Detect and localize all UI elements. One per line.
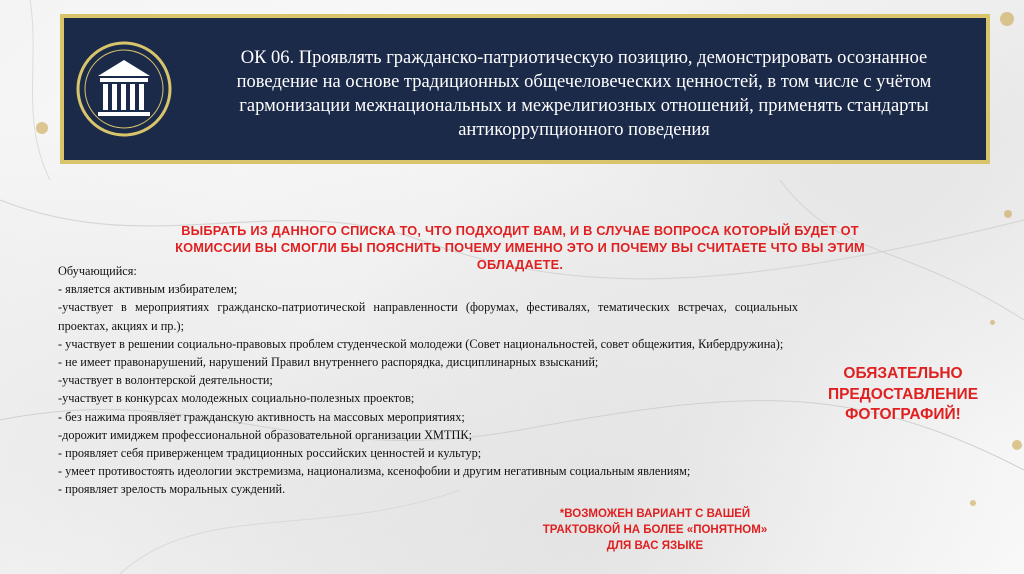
list-item: - без нажима проявляет гражданскую активность на массовых мероприятиях; <box>58 409 465 424</box>
list-item: - проявляет себя приверженцем традиционных российских ценностей и культур; <box>58 446 482 461</box>
list-item: -участвует в конкурсах молодежных социально-полезных проектов; <box>58 391 415 406</box>
list-item: -участвует в волонтерской деятельности; <box>58 373 273 388</box>
list-item: - участвует в решении социально-правовых проблем студенческой молодежи (Совет национальностей, совет общежития, Кибердружина); <box>58 336 784 351</box>
list-item: -участвует в мероприятиях гражданско-патриотической направленности (форумах, фестивалях, тематических встречах, социальных проектах, акциях и пр.); <box>58 300 798 333</box>
list-item: - проявляет зрелость моральных суждений. <box>58 482 286 497</box>
gold-speckle <box>36 122 48 134</box>
list-item: -дорожит имиджем профессиональной образовательной организации ХМТПК; <box>58 427 472 442</box>
competency-list <box>58 262 798 499</box>
variant-note: *ВОЗМОЖЕН ВАРИАНТ С ВАШЕЙ ТРАКТОВКОЙ НА БОЛЕЕ «ПОНЯТНОМ» ДЛЯ ВАС ЯЗЫКЕ <box>542 508 768 552</box>
gold-speckle <box>1004 210 1012 218</box>
gold-speckle <box>990 320 995 325</box>
gold-speckle <box>1000 12 1014 26</box>
gold-speckle <box>1012 440 1022 450</box>
institution-columns-icon <box>74 34 174 144</box>
gold-speckle <box>970 500 976 506</box>
list-heading: Обучающийся: <box>58 264 137 278</box>
list-item: - не имеет правонарушений, нарушений Правил внутреннего распорядка, дисциплинарных взысканий; <box>58 355 599 370</box>
required-photos-note: ОБЯЗАТЕЛЬНО ПРЕДОСТАВЛЕНИЕ ФОТОГРАФИЙ! <box>827 365 979 423</box>
list-item: - умеет противостоять идеологии экстремизма, национализма, ксенофобии и другим негативным социальным явлениям; <box>58 464 691 479</box>
banner-title: ОК 06. Проявлять гражданско-патриотическую позицию, демонстрировать осознанное поведение на основе традиционных общечеловеческих ценностей, в том числе с учётом гармонизации межнациональных и межрелигиозных отношений, применять стандарты антикоррупционного поведения <box>236 48 932 140</box>
header-banner <box>60 14 990 164</box>
instruction-text: ВЫБРАТЬ ИЗ ДАННОГО СПИСКА ТО, ЧТО ПОДХОДИТ ВАМ, И В СЛУЧАЕ ВОПРОСА КОТОРЫЙ БУДЕТ ОТ КОМИССИИ ВЫ СМОГЛИ БЫ ПОЯСНИТЬ ПОЧЕМУ ИМЕННО ЭТО И ПОЧЕМУ ВЫ СЧИТАЕТЕ ЧТО ВЫ ЭТИМ ОБЛАДАЕТЕ. <box>175 223 865 272</box>
list-item: - является активным избирателем; <box>58 282 238 297</box>
